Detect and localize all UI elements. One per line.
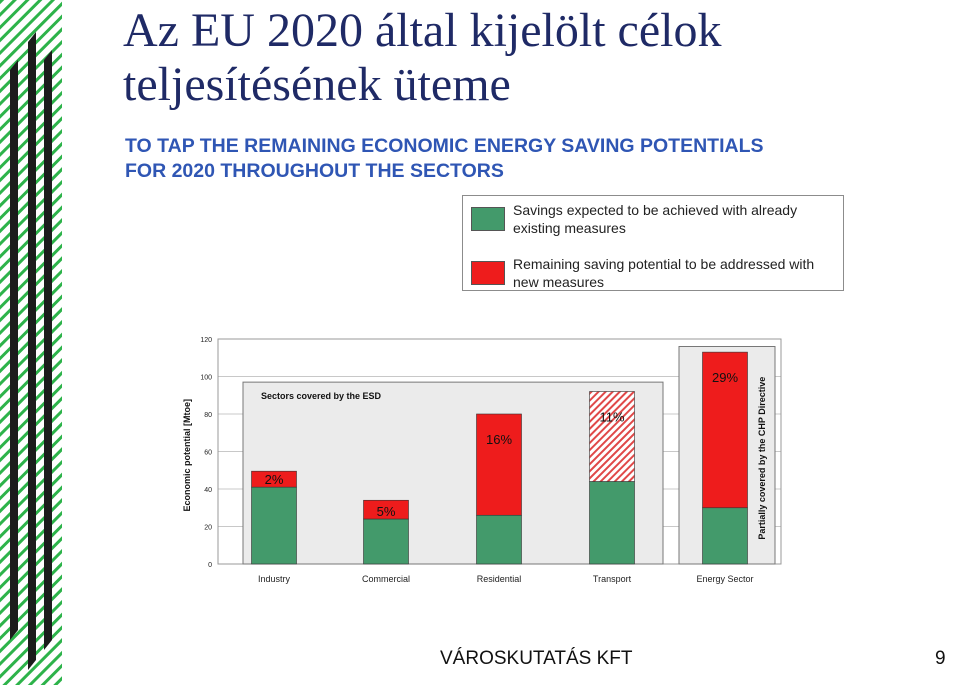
segment-label: 2% bbox=[264, 472, 284, 488]
y-tick-label: 120 bbox=[200, 337, 212, 344]
chp-directive-label: Partially covered by the CHP Directive bbox=[757, 376, 767, 540]
y-axis-ticks bbox=[200, 337, 212, 569]
legend-label-remaining-1: Remaining saving potential to be addressed with bbox=[513, 256, 815, 272]
y-tick-label: 60 bbox=[204, 449, 212, 457]
title-line-1: Az EU 2020 által kijelölt célok bbox=[123, 4, 722, 57]
y-tick-label: 100 bbox=[200, 374, 212, 382]
y-tick-label: 80 bbox=[204, 412, 212, 419]
chart-legend bbox=[462, 195, 844, 291]
subtitle-line-1: TO TAP THE REMAINING ECONOMIC ENERGY SAVING POTENTIALS bbox=[125, 135, 764, 157]
chart-subtitle bbox=[125, 134, 865, 184]
subtitle-line-2: FOR 2020 THROUGHOUT THE SECTORS bbox=[125, 160, 504, 182]
legend-swatch-existing bbox=[471, 207, 505, 231]
bar-existing-transport bbox=[590, 482, 635, 565]
segment-label: 16% bbox=[485, 432, 513, 447]
x-tick-label: Industry bbox=[257, 574, 291, 584]
x-tick-label: Residential bbox=[476, 574, 522, 584]
title-line-2: teljesítésének üteme bbox=[123, 58, 511, 111]
bar-existing-energy-sector bbox=[703, 508, 748, 564]
y-tick-label: 40 bbox=[204, 487, 212, 494]
footer-organization: VÁROSKUTATÁS KFT bbox=[440, 648, 633, 669]
y-tick-label: 0 bbox=[208, 562, 212, 569]
slide-title bbox=[123, 4, 923, 112]
esd-box-label: Sectors covered by the ESD bbox=[261, 391, 382, 401]
decorative-stripes bbox=[0, 0, 62, 685]
bar-existing-residential bbox=[477, 515, 522, 564]
bar-chart bbox=[178, 330, 788, 595]
segment-label: 11% bbox=[599, 409, 625, 425]
y-axis-label: Economic potential [Mtoe] bbox=[182, 399, 192, 512]
legend-label-existing-1: Savings expected to be achieved with already bbox=[513, 202, 798, 218]
legend-label-existing-2: existing measures bbox=[513, 220, 626, 236]
bar-existing-commercial bbox=[364, 519, 409, 564]
x-tick-label: Energy Sector bbox=[696, 574, 754, 584]
segment-label: 29% bbox=[711, 370, 739, 386]
legend-label-remaining-2: new measures bbox=[513, 274, 605, 290]
bar-remaining-transport bbox=[590, 392, 635, 482]
page-number: 9 bbox=[935, 648, 946, 669]
x-tick-label: Transport bbox=[592, 574, 632, 584]
x-tick-label: Commercial bbox=[361, 574, 411, 584]
bar-remaining-residential bbox=[477, 414, 522, 515]
x-axis-labels bbox=[258, 574, 754, 584]
y-tick-label: 20 bbox=[204, 524, 212, 532]
bar-existing-industry bbox=[252, 487, 297, 564]
legend-swatch-remaining bbox=[471, 261, 505, 285]
segment-label: 5% bbox=[376, 504, 396, 519]
